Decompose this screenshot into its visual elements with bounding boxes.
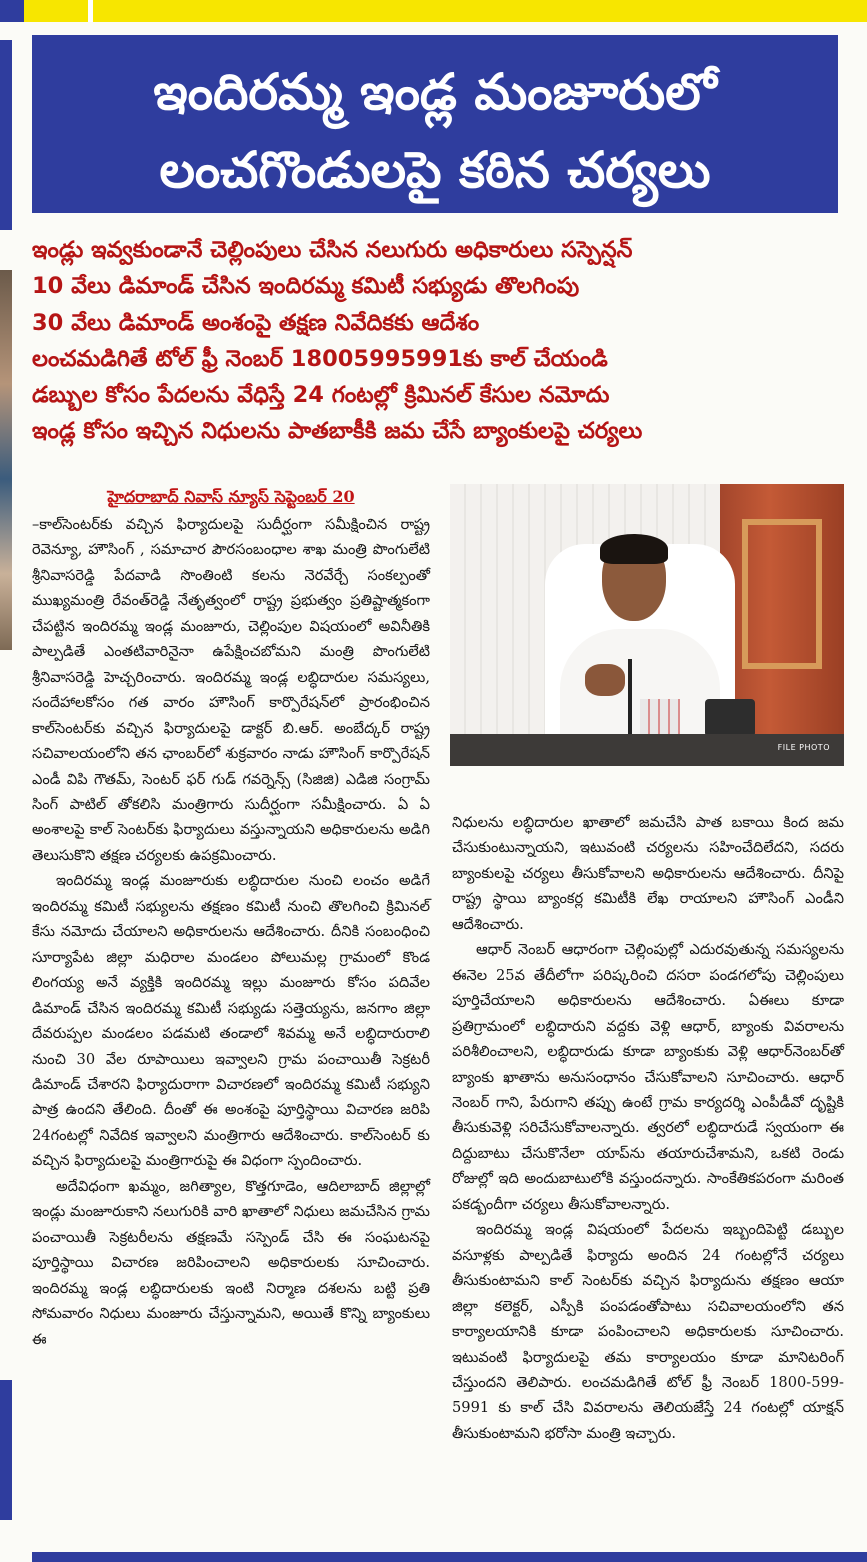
- highlight-item: లంచమడిగితే టోల్ ఫ్రీ నెంబర్ 18005995991కు కాల్ చేయండి: [32, 345, 608, 372]
- photo-microphone: [628, 659, 632, 739]
- highlight-item: 10 వేలు డిమాండ్ చేసిన ఇందిరమ్మ కమిటీ సభ్యుడు తొలగింపు: [32, 273, 580, 300]
- article-paragraph: –కాల్‌సెంటర్‌కు వచ్చిన ఫిర్యాదులపై సుదీర్ఘంగా సమీక్షించిన రాష్ట్ర రెవెన్యూ, హౌసింగ్ , సమాచార పౌరసంబంధాల శాఖ మంత్రి పొంగులేటి శ్రీనివాసరెడ్డి పేదవాడి సొంతింటి కలను నెరవేర్చే సంకల్పంతో ముఖ్యమంత్రి రేవంత్‌రెడ్డి నేతృత్వంలో రాష్ట్ర ప్రభుత్వం ప్రతిష్టాత్మకంగా చేపట్టిన ఇందిరమ్మ ఇండ్ల మంజూరు, చెల్లింపుల విషయంలో అవినీతికి పాల్పడితే ఎంతటివారినైనా ఉపేక్షించబోమని మంత్రి పొంగులేటి శ్రీనివాసరెడ్డి హెచ్చరించారు. ఇందిరమ్మ ఇండ్ల లబ్ధిదారుల సమస్యలు, సందేహాలకోసం గత వారం హౌసింగ్ కార్పొరేషన్‌లో ప్రారంభించిన కాల్‌సెంటర్‌కు వచ్చిన ఫిర్యాదులపై డాక్టర్ బి.ఆర్. అంబేద్కర్ రాష్ట్ర సచివాలయంలోని తన ఛాంబర్‌లో శుక్రవారం నాడు హౌసింగ్ కార్పొరేషన్ ఎండీ విపి గౌతమ్, సెంటర్ ఫర్ గుడ్ గవర్నెన్స్ (సిజిజి) ఎడిజి సంగ్రామ్ సింగ్ పాటిల్ తోకలిసి మంత్రిగారు సుదీర్ఘంగా సమీక్షించారు. ఏ ఏ అంశాలపై కాల్ సెంటర్‌కు ఫిర్యాదులు వస్తున్నాయని అధికారులను అడిగి తెలుసుకొని తక్షణ చర్యలకు ఉపక్రమించారు.: [32, 516, 430, 864]
- adjacent-headline-edge: [0, 40, 12, 230]
- adjacent-article-edge: [0, 40, 14, 1520]
- photo-bottles: [640, 699, 680, 739]
- photo-desk-phone: [705, 699, 755, 737]
- article-paragraph: ఇందిరమ్మ ఇండ్ల మంజూరుకు లబ్ధిదారుల నుంచి లంచం అడిగే ఇందిరమ్మ కమిటీ సభ్యులను తక్షణం కమిటీ నుంచి తొలగించి క్రిమినల్ కేసు నమోదు చేయాలని అధికారులను ఆదేశించారు. దీనికి సంబంధించి సూర్యాపేట జిల్లా మధిరాల మండలం పోలుమల్ల గ్రామంలో కొండ లింగయ్య అనే వ్యక్తికి ఇందిరమ్మ ఇల్లు మంజూరు కోసం పదివేల డిమాండ్ చేసిన ఇందిరమ్మ కమిటీ సభ్యుడు సత్తెయ్యను, జనగాం జిల్లా దేవరుప్పల మండలం పడమటి తండాలో శివమ్మ అనే లబ్ధిదారురాలి నుంచి 30 వేల రూపాయిలు ఇవ్వాలని గ్రామ పంచాయితీ సెక్రటరీ డిమాండ్ చేశారని ఫిర్యాదురాగా విచారణలో ఇందిరమ్మ కమిటీ సభ్యుని పాత్ర ఉందని తేలింది. దీంతో ఈ అంశంపై పూర్తిస్థాయి విచారణ జరిపి 24గంటల్లో నివేదిక ఇవ్వాలని మంత్రిగారు ఆదేశించారు. కాల్‌సెంటర్ కు వచ్చిన ఫిర్యాదులపై మంత్రిగారుపై ఈ విధంగా స్పందించారు.: [32, 872, 430, 1170]
- photo-label: FILE PHOTO: [777, 743, 830, 752]
- article-paragraph: అదేవిధంగా ఖమ్మం, జగిత్యాల, కొత్తగూడెం, ఆదిలాబాద్ జిల్లాల్లో ఇండ్లు మంజూరుకాని నలుగురికి వారి ఖాతాలో నిధులు జమచేసిన గ్రామ పంచాయితీ సెక్రటరీలను తక్షణమే సస్పెండ్ చేసి ఈ సంఘటనపై పూర్తిస్థాయి విచారణ జరిపించాలని అధికారులకు సూచించారు. ఇందిరమ్మ ఇండ్ల లబ్ధిదారులకు ఇంటి నిర్మాణ దశలను బట్టి ప్రతి సోమవారం నిధులు మంజూరు చేస్తున్నామని, అయితే కొన్ని బ్యాంకులు ఈ: [32, 1177, 430, 1348]
- highlight-item: ఇండ్లు ఇవ్వకుండానే చెల్లింపులు చేసిన నలుగురు అధికారులు సస్పెన్షన్: [32, 237, 633, 263]
- masthead-blue-tab: [0, 0, 24, 22]
- adjacent-photo-edge: [0, 270, 12, 650]
- highlight-item: డబ్బుల కోసం పేదలను వేధిస్తే 24 గంటల్లో క్రిమినల్ కేసుల నమోదు: [32, 382, 610, 409]
- masthead-strip: [0, 0, 867, 22]
- article-paragraph: నిధులను లబ్ధిదారుల ఖాతాలో జమచేసి పాత బకాయి కింద జమ చేసుకుంటున్నాయని, ఇటువంటి చర్యలను సహించేదిలేదని, సదరు బ్యాంకులపై చర్యలు తీసుకోవాలని అధికారులను ఆదేశించారు. దీనిపై రాష్ట్ర స్థాయి బ్యాంకర్ల కమిటీకి లేఖ రాయాలని హౌసింగ్ ఎండీని ఆదేశించారు.: [452, 814, 844, 933]
- highlights-list: [32, 232, 844, 450]
- bottom-rule: [32, 1552, 867, 1562]
- masthead-divider: [88, 0, 93, 22]
- highlight-item: ఇండ్ల కోసం ఇచ్చిన నిధులను పాతబాకీకి జమ చేసే బ్యాంకులపై చర్యలు: [32, 418, 643, 445]
- highlight-item: 30 వేలు డిమాండ్ అంశంపై తక్షణ నివేదికకు ఆదేశం: [32, 309, 480, 336]
- photo-person-hair: [600, 534, 668, 564]
- adjacent-footer-edge: [0, 1380, 12, 1520]
- headline-line-1: ఇందిరమ్మ ఇండ్ల మంజూరులో: [153, 63, 717, 121]
- article-column-right: [452, 810, 844, 1446]
- dateline: హైదరాబాద్ నివాస్ న్యూస్ సెప్టెంబర్ 20: [107, 487, 355, 506]
- photo-person-hand: [585, 664, 625, 696]
- article-paragraph: ఆధార్ నెంబర్ ఆధారంగా చెల్లింపుల్లో ఎదురవుతున్న సమస్యలను ఈనెల 25వ తేదీలోగా పరిష్కరించి దసరా పండగలోపు చెల్లింపులు పూర్తిచేయాలని అధికారులను ఆదేశించారు. ఏఈలు కూడా ప్రతిగ్రామంలో లబ్ధిదారుని వద్దకు వెళ్లి ఆధార్, బ్యాంకు వివరాలను పరిశీలించాలని, లబ్ధిదారుడు కూడా బ్యాంకుకు వెళ్లి ఆధార్‌నెంబర్‌తో బ్యాంకు ఖాతాను అనుసంధానం చేసుకోవాలని సూచించారు. ఆధార్ నెంబర్ గాని, పేరుగాని తప్పు ఉంటే గ్రామ కార్యదర్శి ఎంపీడీవో దృష్టికి తీసుకువెళ్లి సరిచేసుకోవాలన్నారు. త్వరలో లబ్ధిదారుడే స్వయంగా ఈ దిద్దుబాటు చేసుకొనేలా యాప్‌ను తయారుచేశామని, ఒకటి రెండు రోజుల్లో ఇది అందుబాటులోకి వస్తుందన్నారు. సాంకేతికపరంగా మరింత పకడ్బందీగా చర్యలు తీసుకోవాలన్నారు.: [452, 941, 844, 1213]
- article-paragraph: ఇందిరమ్మ ఇండ్ల విషయంలో పేదలను ఇబ్బందిపెట్టి డబ్బుల వసూళ్లకు పాల్పడితే ఫిర్యాదు అందిన 24 గంటల్లోనే చర్యలు తీసుకుంటామని కాల్ సెంటర్‌కు వచ్చిన ఫిర్యాదును తక్షణం ఆయా జిల్లా కలెక్టర్, ఎస్పీకి పంపడంతోపాటు సచివాలయంలోని తన కార్యాలయానికి కూడా పంపించాలని అధికారులకు సూచించారు. ఇటువంటి ఫిర్యాదులపై తమ కార్యాలయం కూడా మానిటరింగ్ చేస్తుందని తెలిపారు. లంచమడిగితే టోల్ ఫ్రీ నెంబర్ 1800-599-5991 కు కాల్ చేసి వివరాలను తెలియజేస్తే 24 గంటల్లో యాక్షన్ తీసుకుంటామని భరోసా మంత్రి ఇచ్చారు.: [452, 1221, 844, 1442]
- article-column-left: [32, 482, 430, 1352]
- headline-line-2: లంచగొండులపై కఠిన చర్యలు: [159, 141, 711, 199]
- minister-photo: [450, 484, 844, 766]
- headline-banner: [32, 35, 838, 213]
